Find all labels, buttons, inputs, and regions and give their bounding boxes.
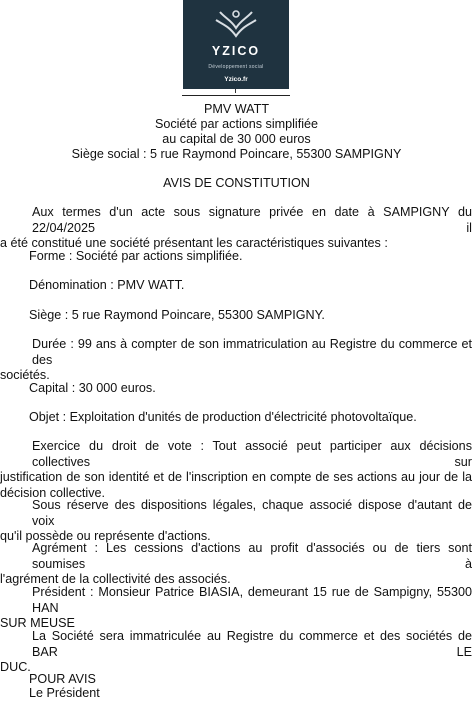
president-line-1: Président : Monsieur Patrice BIASIA, demeurant 15 rue de Sampigny, 55300 HAN <box>32 585 472 615</box>
intro-paragraph <box>0 205 472 252</box>
logo-tagline: Développement social <box>208 64 264 70</box>
company-form: Société par actions simplifiée <box>154 117 319 131</box>
denomination-paragraph: Dénomination : PMV WATT. <box>29 278 185 292</box>
intro-line-1: Aux termes d'un acte sous signature privée en date à SAMPIGNY du 22/04/2025 il <box>32 205 472 235</box>
reserve-line-1: Sous réserve des dispositions légales, chaque associé dispose d'autant de voix <box>32 498 472 528</box>
duree-line-1: Durée : 99 ans à compter de son immatriculation au Registre du commerce et des <box>32 337 472 367</box>
agrement-line-2: l'agrément de la collectivité des associés. <box>0 572 231 586</box>
forme-paragraph: Forme : Société par actions simplifiée. <box>29 249 243 263</box>
vote-line-2: justification de son identité et de l'inscription en compte de ses actions au jour de la <box>0 470 472 484</box>
objet-paragraph: Objet : Exploitation d'unités de production d'électricité photovoltaïque. <box>29 410 417 424</box>
yzico-logo <box>183 0 289 89</box>
agrement-line-1: Agrément : Les cessions d'actions au profit d'associés ou de tiers sont soumises à <box>32 541 472 571</box>
logo-tick-divider <box>235 89 236 93</box>
capital-paragraph: Capital : 30 000 euros. <box>29 381 156 395</box>
siege-paragraph: Siège : 5 rue Raymond Poincare, 55300 SAMPIGNY. <box>29 308 325 322</box>
pour-avis: POUR AVIS <box>29 672 96 686</box>
immatriculation-line-1: La Société sera immatriculée au Registre du commerce et des sociétés de BAR LE <box>32 629 472 659</box>
company-siege: Siège social : 5 rue Raymond Poincare, 55300 SAMPIGNY <box>71 147 402 161</box>
logo-brand-name: YZICO <box>211 44 261 58</box>
intro-line-2: a été constitué une société présentant les caractéristiques suivantes : <box>0 236 388 250</box>
vote-line-3: décision collective. <box>0 485 105 500</box>
president-line-2: SUR MEUSE <box>0 616 75 630</box>
duree-paragraph <box>0 337 472 384</box>
yzico-emblem-icon <box>211 6 261 42</box>
reserve-line-2: qu'il possède ou représente d'actions. <box>0 529 211 543</box>
company-capital: au capital de 30 000 euros <box>162 132 311 146</box>
signatory: Le Président <box>29 686 100 700</box>
vote-paragraph <box>0 439 472 501</box>
president-paragraph <box>0 585 472 632</box>
duree-line-2: sociétés. <box>0 368 50 382</box>
vote-line-1: Exercice du droit de vote : Tout associé peut participer aux décisions collectives sur <box>32 439 472 469</box>
immatriculation-paragraph <box>0 629 472 676</box>
header-rule <box>182 95 290 96</box>
immatriculation-line-2: DUC. <box>0 660 31 674</box>
notice-title: AVIS DE CONSTITUTION <box>163 176 310 190</box>
agrement-paragraph <box>0 541 472 588</box>
reserve-paragraph <box>0 498 472 545</box>
logo-url: Yzico.fr <box>224 76 248 83</box>
company-name: PMV WATT <box>203 102 270 116</box>
